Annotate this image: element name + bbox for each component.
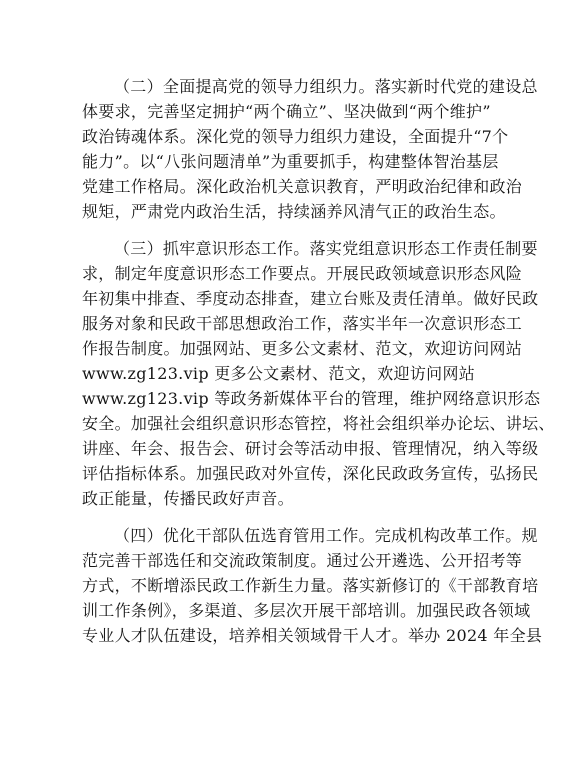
text-line: 求，制定年度意识形态工作要点。开展民政领域意识形态风险 (82, 264, 523, 283)
text-line: www.zg123.vip 更多公文素材、范文，欢迎访问网站 (82, 364, 476, 383)
text-line: 作报告制度。加强网站、更多公文素材、范文，欢迎访问网站 (82, 339, 523, 358)
text-line: 服务对象和民政干部思想政治工作，落实半年一次意识形态工 (82, 314, 523, 333)
text-line: 范完善干部选任和交流政策制度。通过公开遴选、公开招考等 (82, 551, 523, 570)
text-line: 评估指标体系。加强民政对外宣传，深化民政政务宣传，弘扬民 (82, 464, 539, 483)
text-line: 规矩，严肃党内政治生活，持续涵养风清气正的政治生态。 (82, 202, 506, 221)
text-line: 安全。加强社会组织意识形态管控，将社会组织举办论坛、讲坛、 (82, 414, 555, 433)
text-line: 能力”。以“八张问题清单”为重要抓手，构建整体智治基层 (82, 152, 499, 171)
text-line: 年初集中排查、季度动态排查，建立台账及责任清单。做好民政 (82, 289, 539, 308)
text-line: 讲座、年会、报告会、研讨会等活动申报、管理情况，纳入等级 (82, 439, 539, 458)
text-line: 体要求，完善坚定拥护“两个确立”、坚决做到“两个维护” (82, 102, 491, 121)
text-line: www.zg123.vip 等政务新媒体平台的管理，维护网络意识形态 (82, 389, 541, 408)
text-line: （二）全面提高党的领导力组织力。落实新时代党的建设总 (114, 77, 538, 96)
text-line: （三）抓牢意识形态工作。落实党组意识形态工作责任制要 (114, 239, 538, 258)
text-line: 党建工作格局。深化政治机关意识教育，严明政治纪律和政治 (82, 177, 523, 196)
text-line: 专业人才队伍建设，培养相关领域骨干人才。举办 2024 年全县 (82, 626, 543, 645)
text-line: 训工作条例》，多渠道、多层次开展干部培训。加强民政各领域 (82, 601, 531, 620)
text-line: （四）优化干部队伍选育管用工作。完成机构改革工作。规 (114, 526, 538, 545)
text-line: 政正能量，传播民政好声音。 (82, 489, 294, 508)
text-line: 政治铸魂体系。深化党的领导力组织力建设，全面提升“7个 (82, 127, 509, 146)
text-line: 方式，不断增添民政工作新生力量。落实新修订的《干部教育培 (82, 576, 539, 595)
